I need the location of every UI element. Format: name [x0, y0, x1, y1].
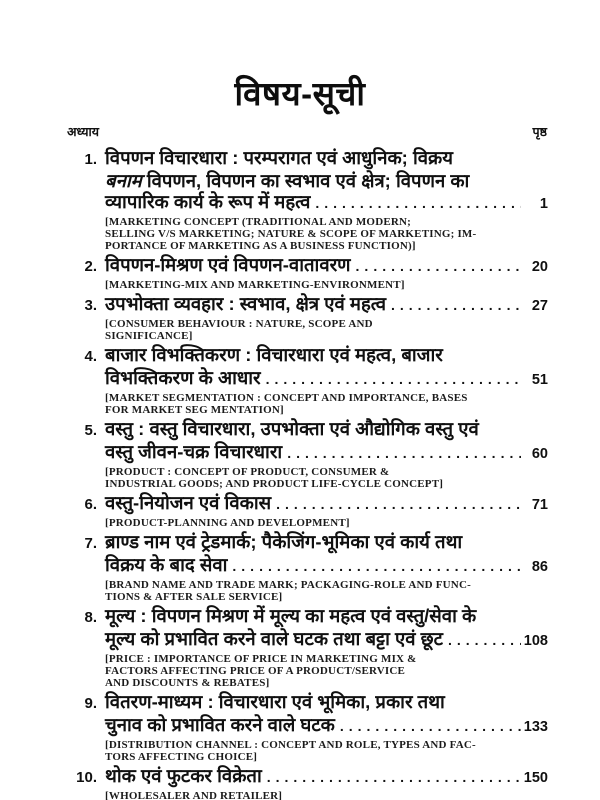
chapter-title-english-line: [PRICE : IMPORTANCE OF PRICE IN MARKETING MIX & — [105, 653, 417, 665]
toc-item-hindi-line — [59, 293, 548, 317]
dot-leader — [315, 193, 521, 214]
chapter-title-english — [105, 790, 548, 800]
chapter-title-english — [105, 517, 548, 529]
chapter-title-english — [105, 318, 548, 342]
page-number: 133 — [523, 719, 548, 735]
chapter-title-english-line: [PRODUCT : CONCEPT OF PRODUCT, CONSUMER & — [105, 466, 390, 478]
chapter-title-english-line: [DISTRIBUTION CHANNEL : CONCEPT AND ROLE, TYPES AND FAC- — [105, 739, 476, 751]
chapter-number: 9. — [84, 695, 97, 712]
chapter-title-hindi: बाजार विभक्तिकरण : विचारधारा एवं महत्व, बाजार — [105, 344, 443, 365]
chapter-number: 7. — [84, 535, 97, 552]
chapter-title-hindi: विभक्तिकरण के आधार — [105, 367, 261, 388]
toc-item — [59, 691, 548, 763]
toc-item-hindi-line — [59, 554, 548, 578]
chapter-title-hindi: विपणन विचारधारा : परम्परागत एवं आधुनिक; विक्रय — [105, 147, 453, 168]
chapter-title-english — [105, 392, 548, 416]
page-number: 108 — [523, 633, 548, 649]
toc-item — [59, 254, 548, 291]
chapter-title-english — [105, 739, 548, 763]
toc-item-hindi-line — [59, 254, 548, 278]
chapter-title-english-line: PORTANCE OF MARKETING AS A BUSINESS FUNCTION)] — [105, 240, 416, 252]
chapter-title-english-line: FOR MARKET SEG MENTATION] — [105, 404, 284, 416]
toc-item — [59, 344, 548, 416]
chapter-title-hindi-rest: विपणन, विपणन का स्वभाव एवं क्षेत्र; विपणन का — [141, 170, 470, 191]
chapter-title-hindi: थोक एवं फुटकर विक्रेता — [105, 765, 262, 786]
chapter-title-english-line: [CONSUMER BEHAVIOUR : NATURE, SCOPE AND — [105, 318, 373, 330]
toc-item-hindi-line — [59, 605, 548, 628]
chapter-title-english-line: SIGNIFICANCE] — [105, 330, 193, 342]
dot-leader — [276, 494, 521, 515]
chapter-title-italic-word: बनाम — [105, 170, 142, 191]
chapter-title-hindi: चुनाव को प्रभावित करने वाले घटक — [105, 714, 335, 735]
chapter-title-hindi: वितरण-माध्यम : विचारधारा एवं भूमिका, प्रकार तथा — [105, 691, 445, 712]
toc-column-headers — [0, 123, 600, 140]
toc-item-hindi-line — [59, 191, 548, 215]
chapter-title-english-line: SELLING V/S MARKETING; NATURE & SCOPE OF MARKETING; IM- — [105, 228, 477, 240]
toc-item-hindi-line — [59, 531, 548, 554]
chapter-number: 6. — [84, 496, 97, 513]
chapter-number: 10. — [76, 769, 97, 786]
dot-leader — [267, 767, 521, 788]
toc-item — [59, 293, 548, 342]
dot-leader — [266, 369, 521, 390]
chapter-title-english-line: [MARKET SEGMENTATION : CONCEPT AND IMPORTANCE, BASES — [105, 392, 468, 404]
dot-leader — [391, 295, 521, 316]
toc-item-hindi-line — [59, 367, 548, 391]
toc-item — [59, 605, 548, 689]
chapter-title-english-line: [BRAND NAME AND TRADE MARK; PACKAGING-ROLE AND FUNC- — [105, 579, 471, 591]
chapter-title-hindi: ब्राण्ड नाम एवं ट्रेडमार्क; पैकेजिंग-भूमिका एवं कार्य तथा — [105, 531, 463, 552]
chapter-number: 1. — [84, 151, 97, 168]
toc-item — [59, 492, 548, 529]
toc-item-hindi-line — [59, 147, 548, 170]
toc-item — [59, 765, 548, 800]
chapter-title-english — [105, 466, 548, 490]
dot-leader — [287, 443, 521, 464]
toc-item — [59, 531, 548, 603]
chapter-title-english-line: [WHOLESALER AND RETAILER] — [105, 790, 283, 800]
chapter-title-hindi: वस्तु : वस्तु विचारधारा, उपभोक्ता एवं औद्योगिक वस्तु एवं — [105, 418, 479, 439]
page-number: 20 — [531, 259, 548, 275]
chapter-title-english-line: [MARKETING-MIX AND MARKETING-ENVIRONMENT] — [105, 279, 405, 291]
chapter-title-hindi: विक्रय के बाद सेवा — [105, 554, 228, 575]
page-number: 71 — [531, 497, 548, 513]
chapter-title-english — [105, 579, 548, 603]
toc-item-hindi-line — [59, 691, 548, 714]
chapter-title-english-line: AND DISCOUNTS & REBATES] — [105, 677, 270, 689]
chapter-number: 8. — [84, 609, 97, 626]
page-column-header: पृष्ठ — [532, 125, 547, 139]
toc-list — [0, 147, 600, 800]
chapter-title-hindi: वस्तु-नियोजन एवं विकास — [105, 492, 272, 513]
toc-item-hindi-line — [59, 765, 548, 789]
page-number: 60 — [531, 446, 548, 462]
chapter-title-hindi: व्यापारिक कार्य के रूप में महत्व — [105, 191, 311, 212]
chapter-number: 3. — [84, 297, 97, 314]
chapter-number: 2. — [84, 258, 97, 275]
chapter-title-hindi — [105, 170, 469, 191]
page-number: 51 — [531, 372, 548, 388]
chapter-title-hindi: मूल्य : विपणन मिश्रण में मूल्य का महत्व एवं वस्तु/सेवा के — [105, 605, 477, 626]
page-number: 27 — [531, 298, 548, 314]
chapter-title-english — [105, 279, 548, 291]
toc-item-hindi-line — [59, 170, 548, 191]
chapter-number: 5. — [84, 422, 97, 439]
toc-item — [59, 147, 548, 252]
chapter-title-english-line: TORS AFFECTING CHOICE] — [105, 751, 258, 763]
chapter-title-english-line: [MARKETING CONCEPT (TRADITIONAL AND MODERN; — [105, 216, 412, 228]
chapter-title-hindi: विपणन-मिश्रण एवं विपणन-वातावरण — [105, 254, 351, 275]
toc-item-hindi-line — [59, 714, 548, 738]
chapter-title-hindi: उपभोक्ता व्यवहार : स्वभाव, क्षेत्र एवं महत्व — [105, 293, 386, 314]
chapter-number: 4. — [84, 348, 97, 365]
page-number: 1 — [539, 196, 548, 212]
toc-item-hindi-line — [59, 418, 548, 441]
toc-item-hindi-line — [59, 441, 548, 465]
chapter-title-english-line: TIONS & AFTER SALE SERVICE] — [105, 591, 283, 603]
page-number: 86 — [531, 559, 548, 575]
chapter-title-english-line: INDUSTRIAL GOODS; AND PRODUCT LIFE-CYCLE CONCEPT] — [105, 478, 444, 490]
dot-leader — [448, 630, 521, 651]
dot-leader — [340, 716, 521, 737]
toc-item-hindi-line — [59, 492, 548, 516]
chapter-title-english-line: [PRODUCT-PLANNING AND DEVELOPMENT] — [105, 517, 350, 529]
chapter-title-hindi: वस्तु जीवन-चक्र विचारधारा — [105, 441, 283, 462]
toc-item-hindi-line — [59, 628, 548, 652]
chapter-column-header: अध्याय — [67, 125, 99, 139]
page-title: विषय-सूची — [234, 75, 366, 112]
dot-leader — [356, 256, 521, 277]
toc-item — [59, 418, 548, 490]
toc-item-hindi-line — [59, 344, 548, 367]
chapter-title-english-line: FACTORS AFFECTING PRICE OF A PRODUCT/SERVICE — [105, 665, 406, 677]
dot-leader — [232, 556, 521, 577]
chapter-title-hindi: मूल्य को प्रभावित करने वाले घटक तथा बट्टा एवं छूट — [105, 628, 443, 649]
chapter-title-english — [105, 216, 548, 252]
page-number: 150 — [523, 770, 548, 786]
chapter-title-english — [105, 653, 548, 689]
